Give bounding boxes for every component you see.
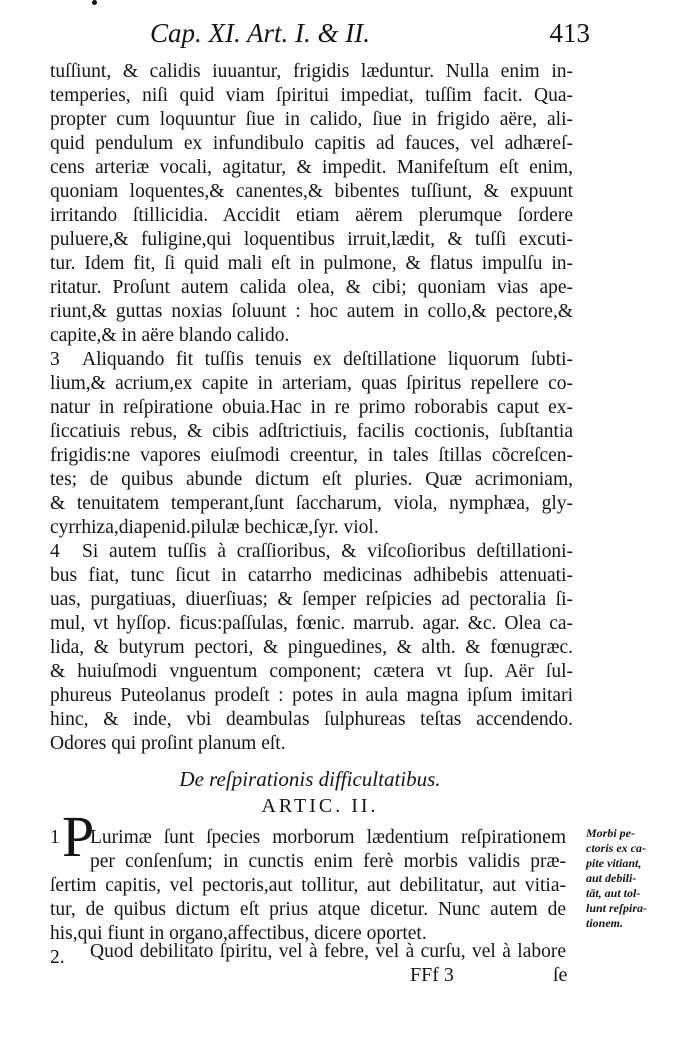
margin-note-line: Morbi pe- — [586, 826, 635, 840]
article-heading: ARTIC. II. — [261, 795, 379, 817]
text-line: quid pendulum ex infundibulo capitis ad fauces, vel adhæreſ- — [50, 133, 573, 154]
text-line: frigidis:ne vapores eiuſmodi creentur, in tales ſtillas cõcreſcen- — [50, 445, 573, 466]
text-line: ſiccatiuis rebus, & cibis adſtrictiuis, facilis coctionis, ſubſtantia — [50, 421, 573, 442]
text-line: mul, vt hyſſop. ficus:paſſulas, fœnic. marrub. agar. &c. Olea ca- — [50, 613, 573, 634]
margin-note-line: tāt, aut tol- — [586, 886, 641, 900]
text-line: capite,& in aëre blando calido. — [50, 325, 290, 346]
text-line: bus fiat, tunc ſicut in catarrho medicinas adhibebis attenuati- — [50, 565, 573, 586]
text-line: & huiuſmodi vnguentum component; cætera vt ſup. Aër ſul- — [50, 661, 573, 682]
margin-note-line: ctoris ex ca- — [586, 841, 646, 855]
text-line: Quod debilitato ſpiritu, vel à febre, vel à curſu, vel à labore — [90, 941, 566, 962]
text-line: Aliquando fit tuſſis tenuis ex deſtillatione liquorum ſubti- — [82, 349, 573, 370]
paragraph-number: 3 — [50, 349, 60, 370]
text-line: uas, purgatiuas, diuerſiuas; & ſemper reſpicies ad pectoralia ſi- — [50, 589, 573, 610]
text-line: lium,& acrium,ex capite in arteriam, quas ſpiritus repellere co- — [50, 373, 573, 394]
text-line: phureus Puteolanus prodeſt : potes in aula magna ipſum imitari — [50, 685, 573, 706]
marginal-note — [586, 826, 696, 931]
paragraph-number: 4 — [50, 541, 60, 562]
text-line: per conſenſum; in cunctis enim ferè morbis validis præ- — [90, 851, 566, 872]
text-line: puluere,& fuligine,qui loquentibus irruit,lædit, & tuſſi excuti- — [50, 229, 573, 250]
running-header — [150, 18, 590, 58]
signature-mark: FFf 3 — [410, 964, 454, 986]
header-chapter-title: Cap. XI. Art. I. & II. — [150, 18, 370, 48]
text-line: quoniam loquentes,& canentes,& bibentes tuſſiunt, & expuunt — [50, 181, 573, 202]
margin-note-line: pite vitiant, — [586, 856, 642, 870]
text-line: tes; de quibus abunde dictum eſt pluries. Quæ acrimoniam, — [50, 469, 573, 490]
text-line: propter cum loquuntur ſiue in calido, ſiue in frigido aëre, ali- — [50, 109, 573, 130]
ink-dot — [92, 0, 97, 5]
text-line: ritatur. Proſunt autem calida olea, & cibi; quoniam vias ape- — [50, 277, 573, 298]
text-line: Lurimæ ſunt ſpecies morborum lædentium reſpirationem — [90, 827, 566, 848]
paragraph-number: 2. — [50, 947, 65, 968]
text-line: riunt,& guttas noxias ſoluunt : hoc autem in collo,& pectore,& — [50, 301, 573, 322]
text-line: hinc, & inde, vbi deambulas ſulphureas teſtas accendendo. — [50, 709, 573, 730]
text-line: tur. Idem fit, ſi quid mali eſt in pulmone, & flatus impulſu in- — [50, 253, 573, 274]
text-line: cyrrhiza,diapenid.pilulæ bechicæ,ſyr. viol. — [50, 517, 379, 538]
catchword: ſe — [553, 964, 568, 986]
text-line: cens arteriæ vocali, agitatur, & impedit. Manifeſtum eſt enim, — [50, 157, 573, 178]
text-line: irritando ſtillicidia. Accidit etiam aërem plerumque ſordere — [50, 205, 573, 226]
text-line: temperies, niſi quid viam ſpiritui impediat, tuſſim facit. Qua- — [50, 85, 573, 106]
text-line: tur, de quibus dictum eſt prius atque dicetur. Nunc autem de — [50, 899, 566, 920]
paragraph-number: 1 — [50, 827, 60, 848]
margin-note-line: tionem. — [586, 916, 624, 930]
text-line: & tenuitatem temperant,ſunt ſaccharum, viola, nymphæa, gly- — [50, 493, 573, 514]
margin-note-line: lunt reſpira- — [586, 901, 648, 915]
page-number: 413 — [549, 18, 590, 48]
margin-note-line: aut debili- — [586, 871, 637, 885]
text-line: tuſſiunt, & calidis iuuantur, frigidis læduntur. Nulla enim in- — [50, 61, 573, 82]
drop-cap: P — [62, 804, 95, 869]
text-line: ſertim capitis, vel pectoris,aut tollitur, aut debilitatur, aut vitia- — [50, 875, 566, 896]
text-line: natur in reſpiratione obuia.Hac in re primo roborabis caput ex- — [50, 397, 573, 418]
text-line: lida, & butyrum pectori, & pinguedines, & alth. & fœnugræc. — [50, 637, 573, 658]
text-line: Odores qui proſint planum eſt. — [50, 733, 286, 754]
text-line: Si autem tuſſis à craſſioribus, & viſcoſioribus deſtillationi- — [82, 541, 573, 562]
text-line: his,qui fiunt in organo,affectibus, dicere oportet. — [50, 923, 427, 944]
section-subheading: De reſpirationis difficultatibus. — [179, 767, 441, 791]
